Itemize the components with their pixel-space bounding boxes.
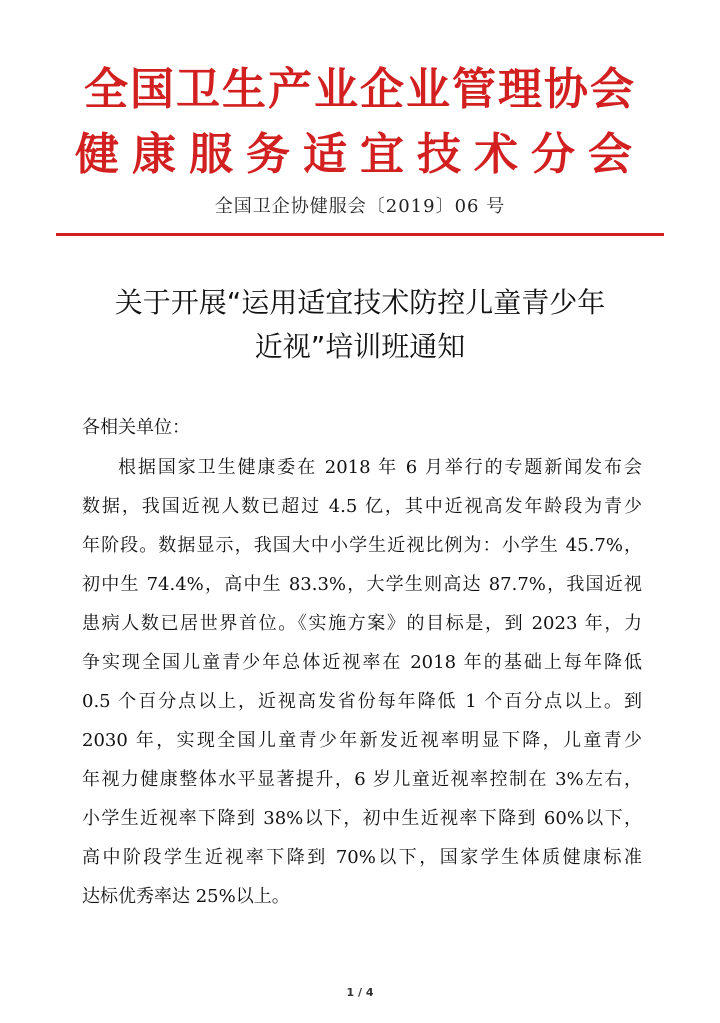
body-line: 数据，我国近视人数已超过 4.5 亿，其中近视高发年龄段为青少 — [82, 496, 642, 517]
red-divider — [56, 233, 664, 236]
body-line: 0.5 个百分点以上，近视高发省份每年降低 1 个百分点以上。到 — [82, 691, 642, 712]
body-line: 高中阶段学生近视率下降到 70%以下，国家学生体质健康标准 — [82, 847, 642, 868]
body-paragraph — [82, 448, 642, 916]
body-line: 小学生近视率下降到 38%以下，初中生近视率下降到 60%以下， — [82, 808, 642, 829]
body-line: 患病人数已居世界首位。《实施方案》的目标是，到 2023 年，力 — [82, 613, 642, 634]
body-line: 达标优秀率达 25%以上。 — [82, 886, 290, 907]
notice-title-line2: 近视”培训班通知 — [254, 330, 466, 363]
org-name-line2: 健康服务适宜技术分会 — [75, 129, 645, 180]
body-line: 年阶段。数据显示，我国大中小学生近视比例为：小学生 45.7%， — [82, 535, 642, 556]
body-line: 初中生 74.4%，高中生 83.3%，大学生则高达 87.7%，我国近视 — [82, 574, 642, 595]
body-line: 根据国家卫生健康委在 2018 年 6 月举行的专题新闻发布会 — [118, 457, 642, 478]
org-name-line1: 全国卫生产业企业管理协会 — [84, 64, 636, 115]
body-line: 年视力健康整体水平显著提升，6 岁儿童近视率控制在 3%左右， — [82, 769, 642, 790]
document-number: 全国卫企协健服会〔2019〕06 号 — [214, 196, 506, 217]
body-line: 2030 年，实现全国儿童青少年新发近视率明显下降，儿童青少 — [82, 730, 642, 751]
page-number: 1 / 4 — [346, 986, 374, 999]
body-line: 争实现全国儿童青少年总体近视率在 2018 年的基础上每年降低 — [82, 652, 642, 673]
notice-title-line1: 关于开展“运用适宜技术防控儿童青少年 — [114, 286, 606, 319]
salutation: 各相关单位： — [82, 417, 190, 438]
